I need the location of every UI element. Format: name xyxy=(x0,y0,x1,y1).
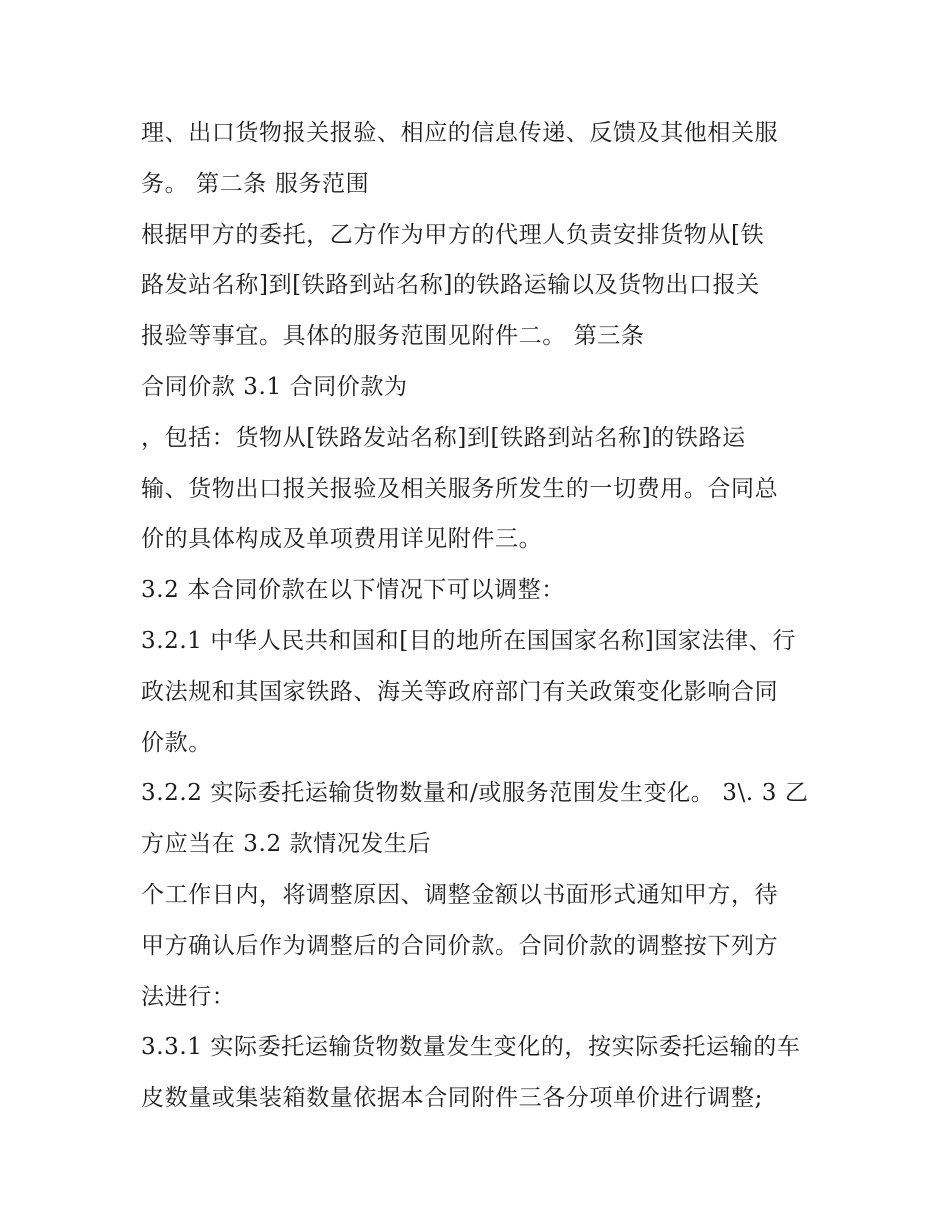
text-line: 3.2.1 中华人民共和国和[目的地所在国国家名称]国家法律、行 xyxy=(141,627,796,654)
text-line: 方应当在 3.2 款情况发生后 xyxy=(141,831,432,858)
text-line: 输、货物出口报关报验及相关服务所发生的一切费用。合同总 xyxy=(141,475,779,502)
text-line: 个工作日内，将调整原因、调整金额以书面形式通知甲方，待 xyxy=(141,881,779,908)
text-line: 报验等事宜。具体的服务范围见附件二。 第三条 xyxy=(141,323,645,350)
text-line: 合同价款 3.1 合同价款为 xyxy=(141,373,408,400)
text-line: 务。 第二条 服务范围 xyxy=(141,170,370,197)
text-line: 路发站名称]到[铁路到站名称]的铁路运输以及货物出口报关 xyxy=(141,272,760,299)
text-line: 3.3.1 实际委托运输货物数量发生变化的，按实际委托运输的车 xyxy=(141,1034,801,1061)
contract-body-text xyxy=(141,108,821,1124)
text-line: 价款。 xyxy=(141,729,212,756)
text-line: 3.2 本合同价款在以下情况下可以调整： xyxy=(141,577,565,604)
text-line: 根据甲方的委托，乙方作为甲方的代理人负责安排货物从[铁 xyxy=(141,221,765,248)
text-line: 甲方确认后作为调整后的合同价款。合同价款的调整按下列方 xyxy=(141,932,779,959)
text-line: 理、出口货物报关报验、相应的信息传递、反馈及其他相关服 xyxy=(141,120,779,146)
text-line: 皮数量或集装箱数量依据本合同附件三各分项单价进行调整; xyxy=(141,1085,763,1112)
text-line: 3.2.2 实际委托运输货物数量和/或服务范围发生变化。 3\. 3 乙 xyxy=(141,780,809,807)
text-line: 法进行： xyxy=(141,983,236,1010)
text-line: ，包括：货物从[铁路发站名称]到[铁路到站名称]的铁路运 xyxy=(141,424,746,451)
text-line: 政法规和其国家铁路、海关等政府部门有关政策变化影响合同 xyxy=(141,678,779,705)
text-line: 价的具体构成及单项费用详见附件三。 xyxy=(141,526,543,553)
